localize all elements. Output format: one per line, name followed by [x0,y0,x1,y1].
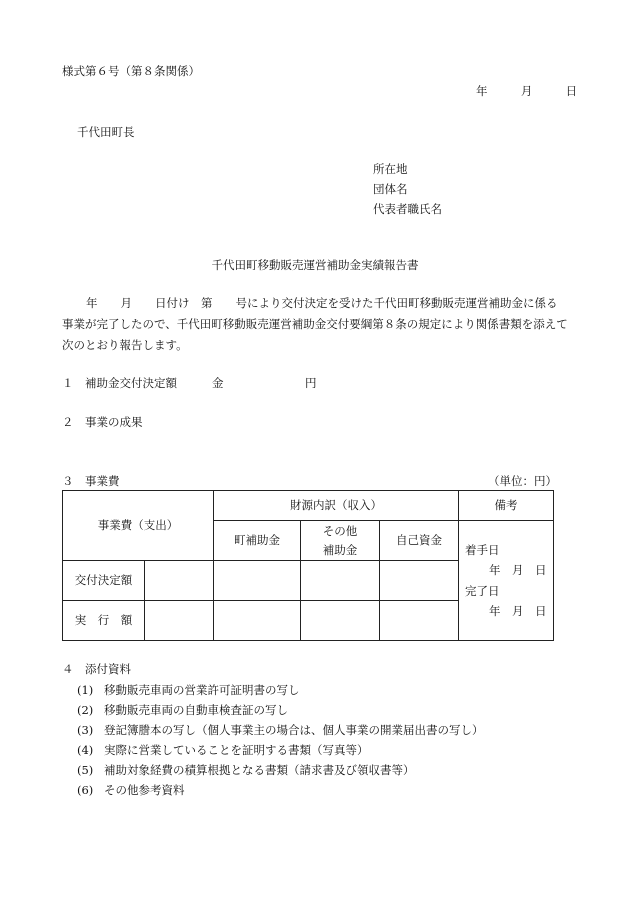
section-2-label: ２ 事業の成果 [62,415,143,429]
date-year: 年 [476,84,488,98]
cell-decision-expense [145,561,214,601]
remarks-cell [459,521,554,641]
attachment-num: (1) [77,683,94,697]
header-remarks: 備考 [459,491,554,521]
subheader-other-line-1: その他 [322,524,358,539]
cell-actual-own [380,601,459,641]
header-expense: 事業費（支出） [63,491,214,561]
cell-decision-own [380,561,459,601]
subheader-town-subsidy: 町補助金 [214,521,301,561]
form-number: 様式第６号（第８条関係） [62,64,200,78]
cell-actual-other [301,601,380,641]
document-title: 千代田町移動販売運営補助金実績報告書 [211,258,419,272]
header-funding: 財源内訳（収入） [214,491,459,521]
attachment-item [77,685,300,697]
attachment-text: 移動販売車両の営業許可証明書の写し [104,683,300,697]
subheader-other-subsidy [301,521,380,561]
attachment-text: 移動販売車両の自動車検査証の写し [104,703,288,717]
section-1-label: １ 補助金交付決定額 [62,376,177,390]
subheader-other-line-2: 補助金 [322,542,358,557]
attachment-item [77,725,484,737]
attachment-text: 実際に営業していることを証明する書類（写真等） [104,743,369,757]
body-line-2: 事業が完了したので、千代田町移動販売運営補助金交付要綱第８条の規定により関係書類を添えて [62,317,568,331]
body-line-1: 年 月 日付け 第 号により交付決定を受けた千代田町移動販売運営補助金に係る [86,296,558,310]
cell-decision-other [301,561,380,601]
cell-decision-town [214,561,301,601]
unit-label: （単位：円） [488,474,557,488]
attachment-item [77,765,415,777]
section-1-yen: 円 [305,376,317,390]
attachment-item [77,785,185,797]
addressee: 千代田町長 [77,125,135,139]
expense-table [62,490,554,641]
date-month: 月 [520,84,533,98]
row-label-decision: 交付決定額 [63,561,145,601]
date-day: 日 [565,84,578,98]
attachment-item [77,745,369,757]
attachment-num: (6) [77,783,94,797]
body-line-3: 次のとおり報告します。 [62,338,188,352]
applicant-org-label: 団体名 [373,182,408,196]
attachment-text: その他参考資料 [104,783,185,797]
attachment-num: (3) [77,723,94,737]
section-4-label: ４ 添付資料 [62,662,131,676]
applicant-rep-label: 代表者職氏名 [373,202,442,216]
cell-actual-expense [145,601,214,641]
cell-actual-town [214,601,301,641]
attachment-item [77,705,288,717]
remarks-start-date: 年 月 日 [489,563,547,578]
row-label-actual: 実 行 額 [63,601,145,641]
subheader-own-funds: 自己資金 [380,521,459,561]
remarks-end-date: 年 月 日 [489,603,547,618]
attachment-text: 登記簿謄本の写し（個人事業主の場合は、個人事業の開業届出書の写し） [104,723,484,737]
section-1-kin: 金 [212,376,224,390]
attachment-num: (2) [77,703,94,717]
remarks-end-label: 完了日 [465,583,500,598]
attachment-text: 補助対象経費の積算根拠となる書類（請求書及び領収書等） [104,763,415,777]
remarks-start-label: 着手日 [465,543,500,558]
applicant-address-label: 所在地 [373,162,408,176]
date-line [476,86,577,98]
attachment-num: (4) [77,743,94,757]
section-3-label: ３ 事業費 [62,474,120,488]
attachment-num: (5) [77,763,94,777]
